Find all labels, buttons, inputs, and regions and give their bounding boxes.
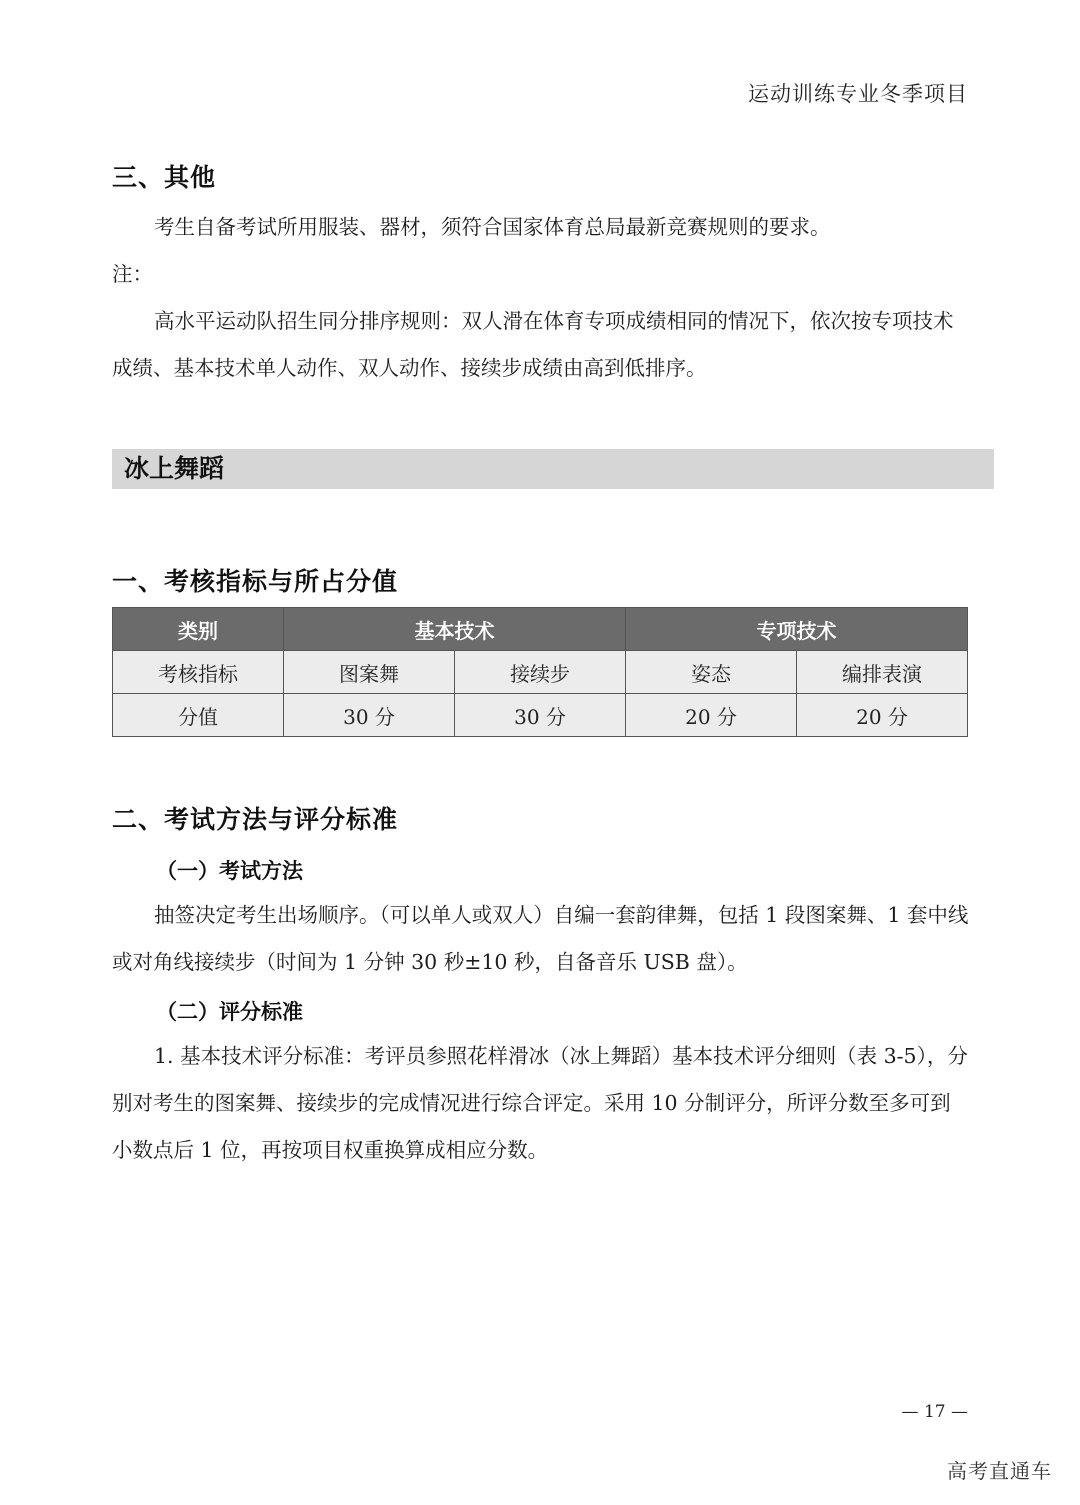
table-cell: 分值 [113,694,284,737]
table-cell: 接续步 [455,651,626,694]
table-cell: 姿态 [626,651,797,694]
table-row-indicators [113,651,968,694]
subsection-title-exam-method: （一）考试方法 [156,859,303,883]
running-header: 运动训练专业冬季项目 [748,82,968,106]
paragraph-exam-method: 抽签决定考生出场顺序。（可以单人或双人）自编一套韵律舞，包括 1 段图案舞、1 套中线或对角线接续步（时间为 1 分钟 30 秒±10 秒，自备音乐 USB 盘）。 [112,903,969,974]
page-number: — 17 — [901,1402,968,1422]
subsection-title-scoring: （二）评分标准 [156,1000,303,1024]
score-table [112,607,968,737]
table-cell: 图案舞 [284,651,455,694]
paragraph-scoring: 1. 基本技术评分标准：考评员参照花样滑冰（冰上舞蹈）基本技术评分细则（表 3-5），分别对考生的图案舞、接续步的完成情况进行综合评定。采用 10 分制评分，所评分数至多可到小数点后 1 位，再按项目权重换算成相应分数。 [112,1044,968,1162]
note-label: 注： [112,262,153,286]
table-cell: 30 分 [455,694,626,737]
paragraph-ranking-rule: 高水平运动队招生同分排序规则：双人滑在体育专项成绩相同的情况下，依次按专项技术成绩、基本技术单人动作、双人动作、接续步成绩由高到低排序。 [112,309,954,380]
header-category: 类别 [113,608,284,651]
section-title-other: 三、其他 [112,163,217,192]
header-basic-technique: 基本技术 [284,608,626,651]
header-special-technique: 专项技术 [626,608,968,651]
event-banner: 冰上舞蹈 [112,449,994,489]
section-title-methods: 二、考试方法与评分标准 [112,805,399,834]
watermark: 高考直通车 [947,1459,1052,1483]
table-cell: 20 分 [797,694,968,737]
table-cell: 30 分 [284,694,455,737]
table-cell: 编排表演 [797,651,968,694]
table-cell: 20 分 [626,694,797,737]
table-cell: 考核指标 [113,651,284,694]
paragraph-equipment: 考生自备考试所用服装、器材，须符合国家体育总局最新竞赛规则的要求。 [154,215,831,239]
table-row-scores [113,694,968,737]
table-header-row [113,608,968,651]
section-title-indicators: 一、考核指标与所占分值 [112,567,399,596]
